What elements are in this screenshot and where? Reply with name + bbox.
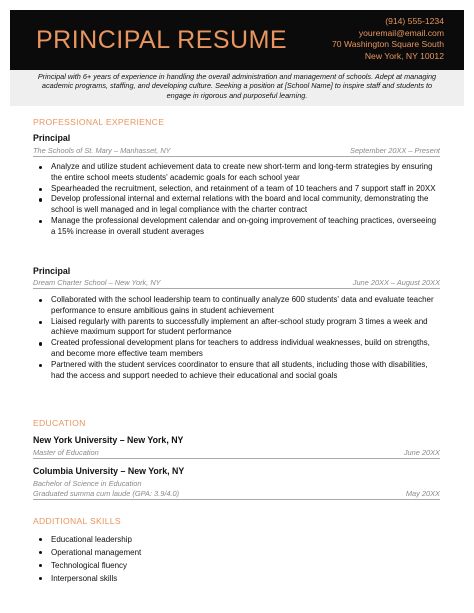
- experience-heading: PROFESSIONAL EXPERIENCE: [33, 117, 165, 127]
- contact-phone: (914) 555-1234: [385, 16, 444, 26]
- list-item: Partnered with the student services coordinator to ensure that all students, including those with disabilities, had the access and support needed to achieve their educational and social goals: [37, 360, 437, 382]
- contact-address-line2: New York, NY 10012: [364, 50, 444, 61]
- divider: [33, 288, 440, 289]
- list-item: Manage the professional development calendar and on-going improvement of teaching practices, overseeing a 15% increase in overall student averages: [37, 216, 437, 238]
- job-dates: September 20XX – Present: [350, 146, 440, 155]
- education-degree: Bachelor of Science in Education: [33, 479, 142, 488]
- list-item: Collaborated with the school leadership team to continually analyze 600 students' data and evaluate teacher performance to ensure ambitious gains in student achievement: [37, 295, 437, 317]
- skills-list: [37, 533, 287, 585]
- job-dates: June 20XX – August 20XX: [352, 278, 440, 287]
- list-item: Created professional development plans for teachers to address individual weaknesses, build on strengths, and become more effective team members: [37, 338, 437, 360]
- divider: [33, 499, 440, 500]
- contact-info: [332, 16, 444, 62]
- list-item: Spearheaded the recruitment, selection, and retainment of a team of 10 teachers and 7 support staff in 20XX: [37, 184, 437, 195]
- list-item: Technological fluency: [37, 559, 287, 572]
- contact-email: youremail@email.com: [358, 27, 444, 38]
- job-organization: The Schools of St. Mary – Manhasset, NY: [33, 146, 171, 155]
- list-item: Liaised regularly with parents to successfully implement an after-school study program 3 times a week and achieve maximum support for student performance: [37, 317, 437, 339]
- education-honors: Graduated summa cum laude (GPA: 3.9/4.0): [33, 489, 180, 498]
- job-bullet-list: [37, 162, 437, 238]
- job-bullet-list: [37, 295, 437, 381]
- contact-address-line1: 70 Washington Square South: [332, 39, 444, 49]
- education-degree: Master of Education: [33, 448, 99, 457]
- education-dates: June 20XX: [403, 448, 440, 457]
- summary-paragraph: Principal with 6+ years of experience in handling the overall administration and management of schools. Adept at managing academic programs, staffing, and developing culture. Seeking a position at [School Name] to inspire staff and students to engage in rigorous and purposeful learning.: [10, 70, 464, 106]
- job-title: Principal: [33, 133, 71, 143]
- job-title: Principal: [33, 266, 71, 276]
- skills-heading: ADDITIONAL SKILLS: [33, 516, 121, 526]
- list-item: Develop professional internal and external relations with the board and local community, demonstrating the school is well managed and in legal compliance with the charter contract: [37, 194, 437, 216]
- list-item: Analyze and utilize student achievement data to create new short-term and long-term strategies by ensuring the entire school meets students' academic goals for each school year: [37, 162, 437, 184]
- education-dates: May 20XX: [405, 489, 440, 498]
- resume-title: PRINCIPAL RESUME: [36, 26, 288, 54]
- education-school: New York University – New York, NY: [33, 435, 184, 445]
- divider: [33, 458, 440, 459]
- list-item: Operational management: [37, 546, 287, 559]
- resume-header: [10, 10, 464, 70]
- list-item: Educational leadership: [37, 533, 287, 546]
- education-heading: EDUCATION: [33, 418, 86, 428]
- job-organization: Dream Charter School – New York, NY: [33, 278, 161, 287]
- education-school: Columbia University – New York, NY: [33, 466, 185, 476]
- list-item: Interpersonal skills: [37, 572, 287, 585]
- divider: [33, 156, 440, 157]
